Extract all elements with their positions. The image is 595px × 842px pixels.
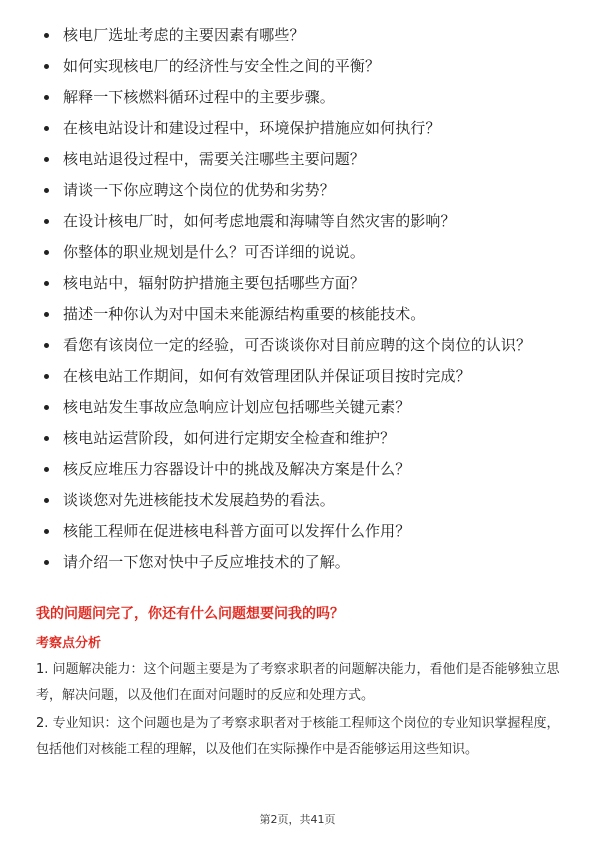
analysis-heading: 考察点分析 (36, 636, 102, 651)
question-item: 在设计核电厂时，如何考虑地震和海啸等自然灾害的影响？ (44, 209, 564, 233)
analysis-points (36, 657, 562, 765)
question-item: 如何实现核电厂的经济性与安全性之间的平衡？ (44, 54, 564, 78)
question-list (44, 23, 564, 581)
question-item: 核电站退役过程中，需要关注哪些主要问题？ (44, 147, 564, 171)
question-item: 核电站中，辐射防护措施主要包括哪些方面？ (44, 271, 564, 295)
question-item: 在核电站工作期间，如何有效管理团队并保证项目按时完成？ (44, 364, 564, 388)
question-item: 请谈一下你应聘这个岗位的优势和劣势？ (44, 178, 564, 202)
question-item: 核能工程师在促进核电科普方面可以发挥什么作用？ (44, 519, 564, 543)
question-item: 在核电站设计和建设过程中，环境保护措施应如何执行？ (44, 116, 564, 140)
question-item: 解释一下核燃料循环过程中的主要步骤。 (44, 85, 564, 109)
question-item: 核电站运营阶段，如何进行定期安全检查和维护？ (44, 426, 564, 450)
question-item: 请介绍一下您对快中子反应堆技术的了解。 (44, 550, 564, 574)
question-item: 核电厂选址考虑的主要因素有哪些？ (44, 23, 564, 47)
final-question-heading: 我的问题问完了，你还有什么问题想要问我的吗？ (36, 606, 344, 622)
question-item: 你整体的职业规划是什么？可否详细的说说。 (44, 240, 564, 264)
question-item: 核电站发生事故应急响应计划应包括哪些关键元素？ (44, 395, 564, 419)
analysis-point: 2. 专业知识：这个问题也是为了考察求职者对于核能工程师这个岗位的专业知识掌握程度，包括他们对核能工程的理解，以及他们在实际操作中是否能够运用这些知识。 (36, 716, 560, 757)
question-item: 核反应堆压力容器设计中的挑战及解决方案是什么？ (44, 457, 564, 481)
analysis-point: 1. 问题解决能力：这个问题主要是为了考察求职者的问题解决能力，看他们是否能够独立思考，解决问题，以及他们在面对问题时的反应和处理方式。 (36, 662, 560, 703)
question-item: 看您有该岗位一定的经验，可否谈谈你对目前应聘的这个岗位的认识？ (44, 333, 564, 357)
question-item: 谈谈您对先进核能技术发展趋势的看法。 (44, 488, 564, 512)
page-number: 第2页，共41页 (259, 813, 336, 826)
question-item: 描述一种你认为对中国未来能源结构重要的核能技术。 (44, 302, 564, 326)
